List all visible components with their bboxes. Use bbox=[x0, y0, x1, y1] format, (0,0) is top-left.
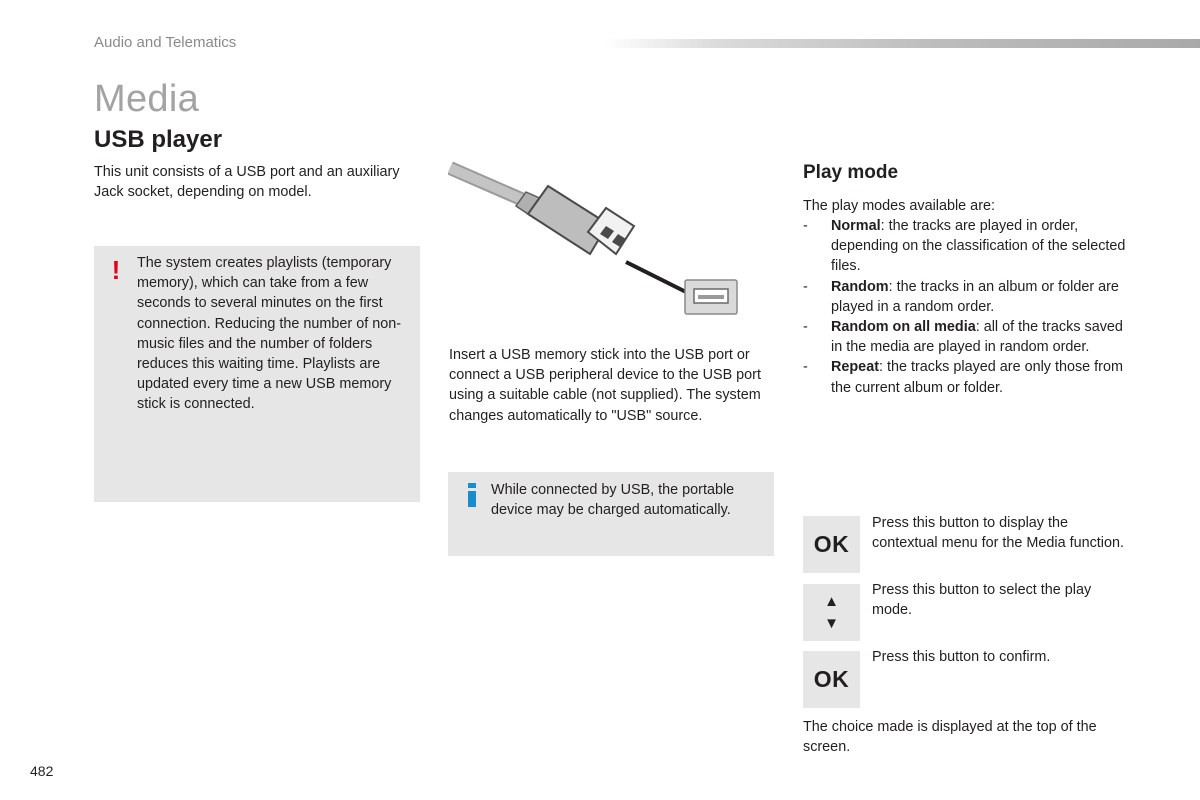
header-bar bbox=[605, 39, 1200, 48]
list-dash: - bbox=[803, 319, 808, 336]
mode-description: : the tracks in an album or folder are played in a random order. bbox=[831, 278, 1119, 315]
page-title: Media bbox=[94, 78, 199, 120]
play-modes-list bbox=[803, 216, 1133, 398]
confirm-button-description: Press this button to confirm. bbox=[872, 649, 1051, 665]
ok-button-icon bbox=[803, 516, 860, 573]
section-subtitle: USB player bbox=[94, 126, 223, 153]
exclamation-icon: ! bbox=[111, 255, 121, 285]
ok-button-description: Press this button to display the contextual menu for the Media function. bbox=[872, 515, 1124, 552]
mode-name: Random on all media bbox=[831, 319, 976, 336]
mode-name: Normal bbox=[831, 218, 881, 234]
mode-description: : the tracks played are only those from the current album or folder. bbox=[831, 359, 1123, 396]
play-mode-intro: The play modes available are: bbox=[803, 198, 995, 214]
up-down-arrows-icon bbox=[803, 584, 860, 641]
list-item-repeat bbox=[803, 357, 1133, 397]
page-number: 482 bbox=[30, 763, 54, 779]
arrow-down-icon: ▼ bbox=[824, 614, 839, 632]
info-icon bbox=[466, 483, 478, 507]
ok-label: OK bbox=[813, 531, 850, 557]
list-dash: - bbox=[803, 359, 808, 376]
mode-name: Random bbox=[831, 278, 889, 295]
list-item-random bbox=[803, 277, 1133, 317]
info-text: While connected by USB, the portable device may be charged automatically. bbox=[491, 482, 735, 519]
list-item-random-all bbox=[803, 317, 1133, 357]
section-label: Audio and Telematics bbox=[94, 34, 237, 51]
list-dash: - bbox=[803, 278, 808, 295]
usb-plug-into-port-illustration bbox=[448, 162, 748, 332]
intro-paragraph: This unit consists of a USB port and an auxiliary Jack socket, depending on model. bbox=[94, 164, 400, 201]
ok-label: OK bbox=[813, 666, 850, 692]
list-item-normal bbox=[803, 216, 1133, 277]
ok-confirm-button-icon bbox=[803, 651, 860, 708]
play-mode-heading: Play mode bbox=[803, 162, 899, 183]
mode-description: : all of the tracks saved in the media are played in random order. bbox=[831, 319, 1123, 356]
mode-name: Repeat bbox=[831, 359, 879, 376]
arrows-button-description: Press this button to select the play mode. bbox=[872, 582, 1092, 619]
arrow-up-icon: ▲ bbox=[824, 592, 839, 610]
warning-text: The system creates playlists (temporary memory), which can take from a few seconds to several minutes on the first connection. Reducing the number of non-music files and the number of folders reduces this waiting time. Playlists are updated every time a new USB memory stick is connected. bbox=[137, 255, 401, 413]
list-dash: - bbox=[803, 218, 808, 234]
insertion-arrow-line bbox=[626, 262, 686, 292]
insert-instructions: Insert a USB memory stick into the USB port or connect a USB peripheral device to the USB port using a suitable cable (not supplied). The system changes automatically to "USB" source. bbox=[449, 347, 761, 424]
choice-note: The choice made is displayed at the top of the screen. bbox=[803, 719, 1097, 756]
mode-description: : the tracks are played in order, depending on the classification of the selected files. bbox=[831, 218, 1126, 275]
